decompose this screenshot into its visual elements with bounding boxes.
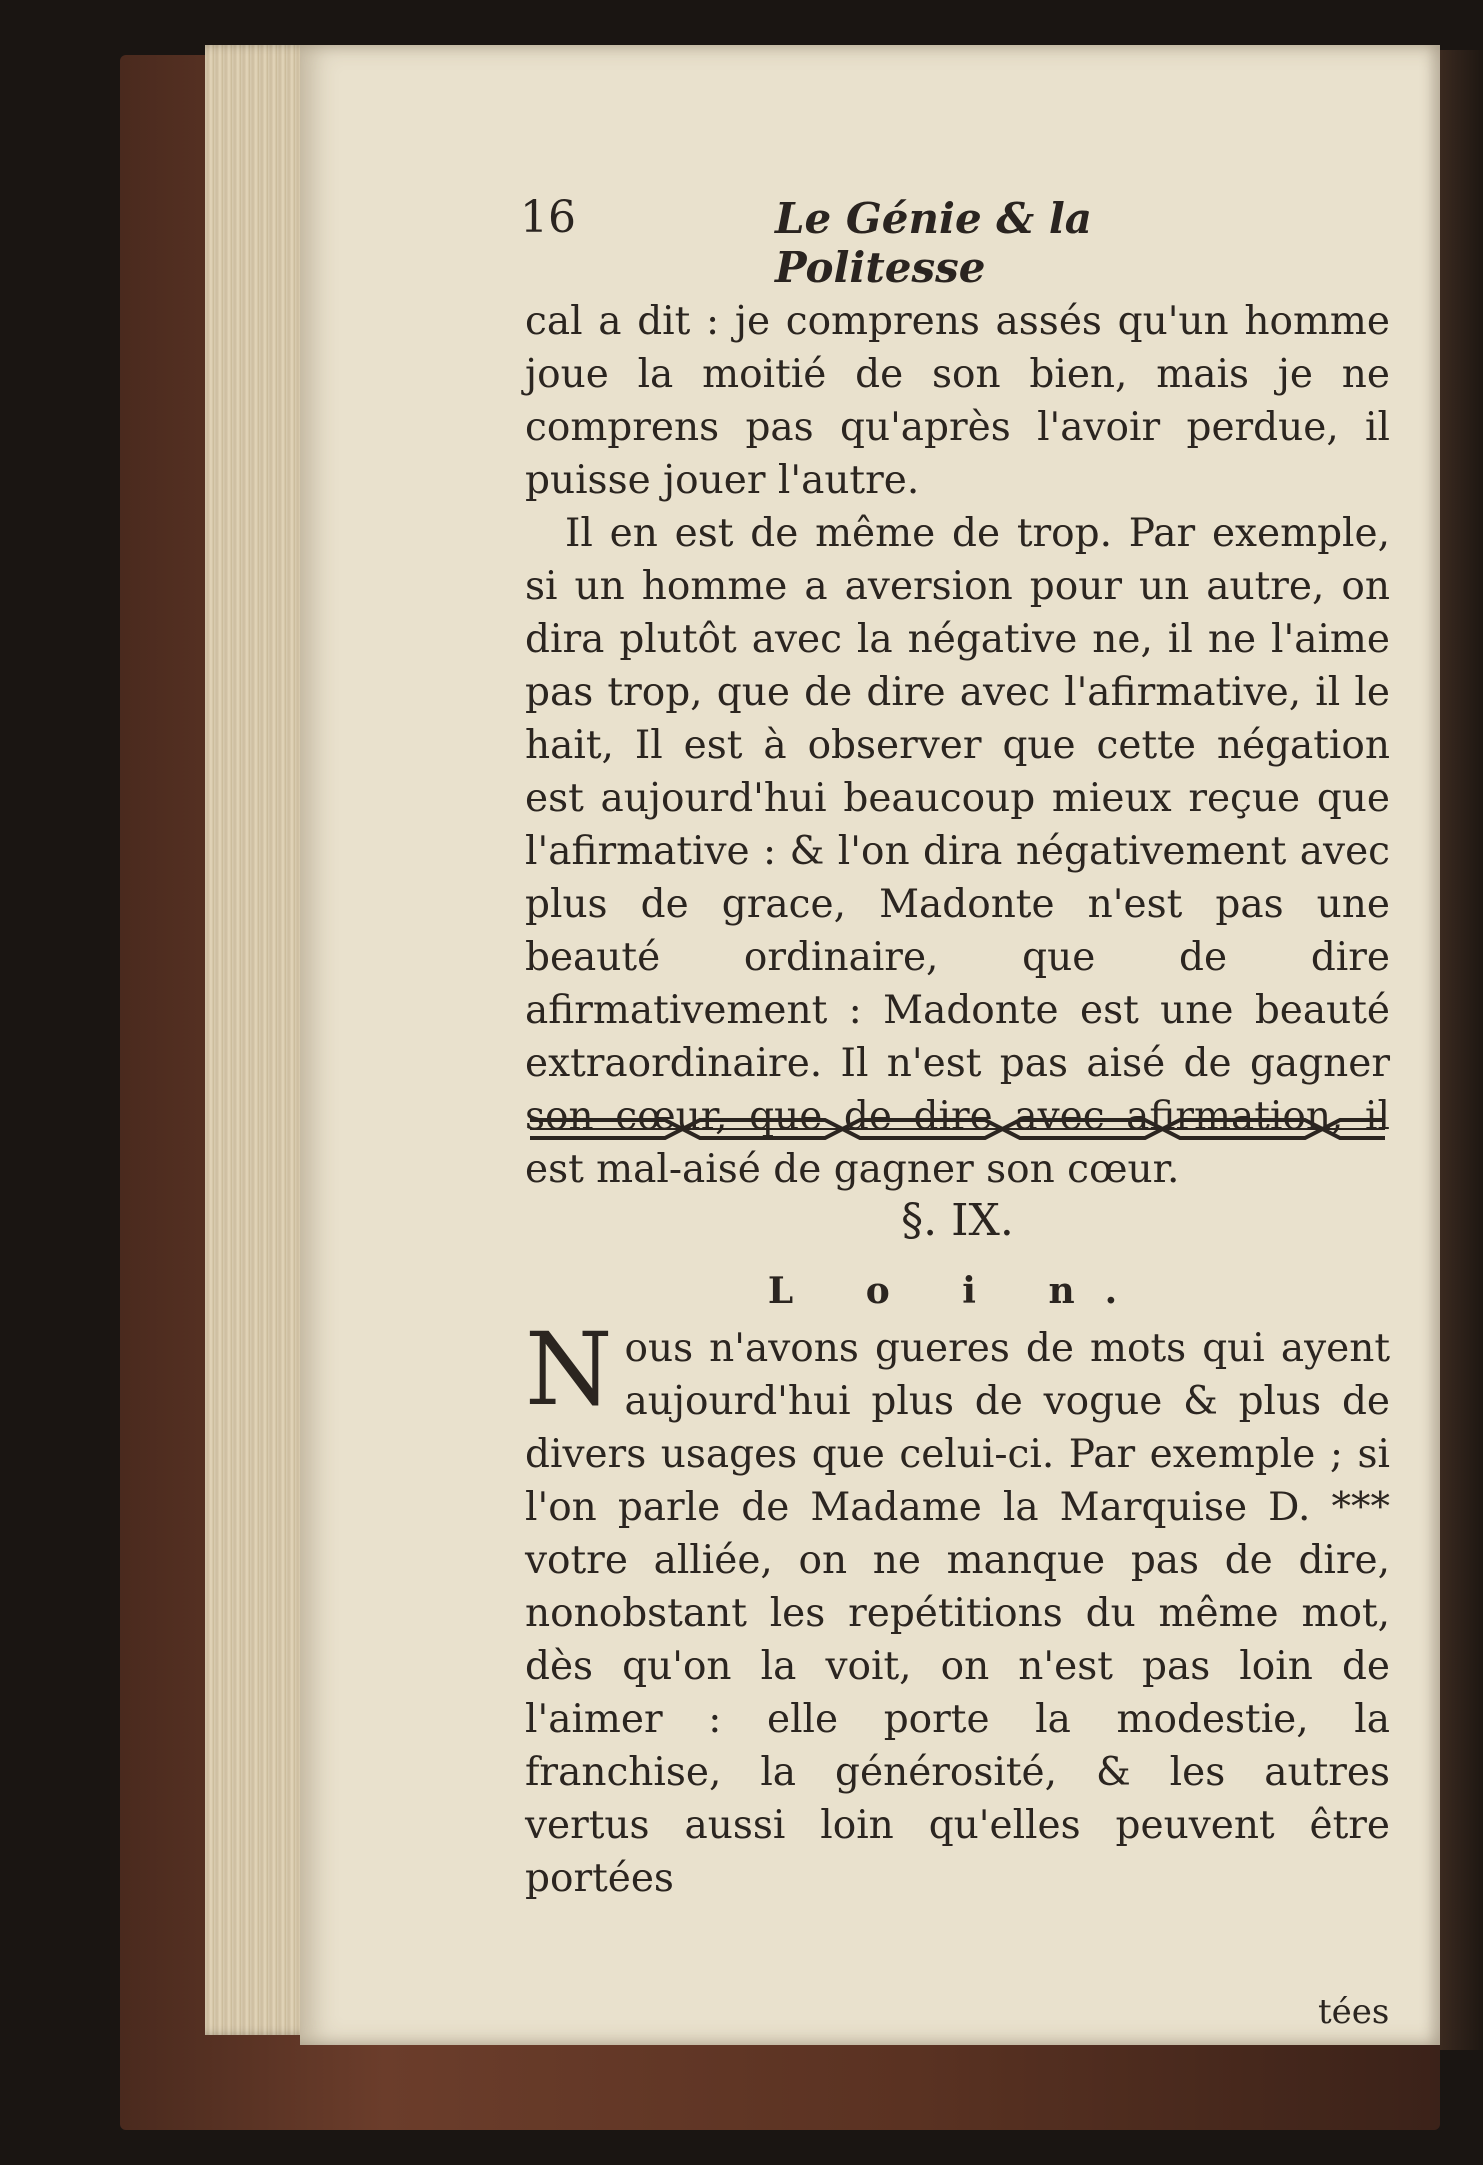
section-paragraph: ous n'avons gueres de mots qui ayent aujourd'hui plus de vogue & plus de divers usages que celui-ci. Par exemple ; si l'on parle de Madame la Marquise D. *** votre alliée, on ne manque pas de dire, nonobstant les repétitions du même mot, dès qu'on la voit, on n'est pas loin de l'aimer : elle porte la modestie, la franchise, la générosité, & les autres vertus aussi loin qu'elles peuvent être portées xyxy=(525,1326,1390,1901)
section-heading: §. IX. xyxy=(901,1195,1014,1246)
drop-cap: N xyxy=(525,1311,613,1428)
paragraph-continuation: cal a dit : je comprens assés qu'un homme joue la moitié de son bien, mais je ne comprens pas qu'après l'avoir perdue, il puisse jouer l'autre. xyxy=(525,299,1390,503)
page-number: 16 xyxy=(520,192,576,243)
catchword: tées xyxy=(1318,1992,1390,2032)
section-title: L o i n. xyxy=(767,1270,1148,1312)
page-header xyxy=(520,192,1220,292)
paragraph-trop: Il en est de même de trop. Par exemple, si un homme a aversion pour un autre, on dira plutôt avec la négative ne, il ne l'aime pas trop, que de dire avec l'afirmative, il le hait, Il est à observer que cette négation est aujourd'hui beaucoup mieux reçue que l'afirmative : & l'on dira négativement avec plus de grace, Madonte n'est pas une beauté ordinaire, que de dire afirmativement : Madonte est une beauté extraordinaire. Il n'est pas aisé de gagner son cœur, que de dire avec afirmation, il est mal-aisé de gagner son cœur. xyxy=(525,511,1390,1192)
running-title: Le Génie & la Politesse xyxy=(775,194,1093,292)
section-body xyxy=(525,1311,1390,1905)
book-spine-shadow xyxy=(1440,50,1483,2050)
ornamental-divider xyxy=(525,1108,1390,1150)
body-text xyxy=(525,295,1390,1196)
